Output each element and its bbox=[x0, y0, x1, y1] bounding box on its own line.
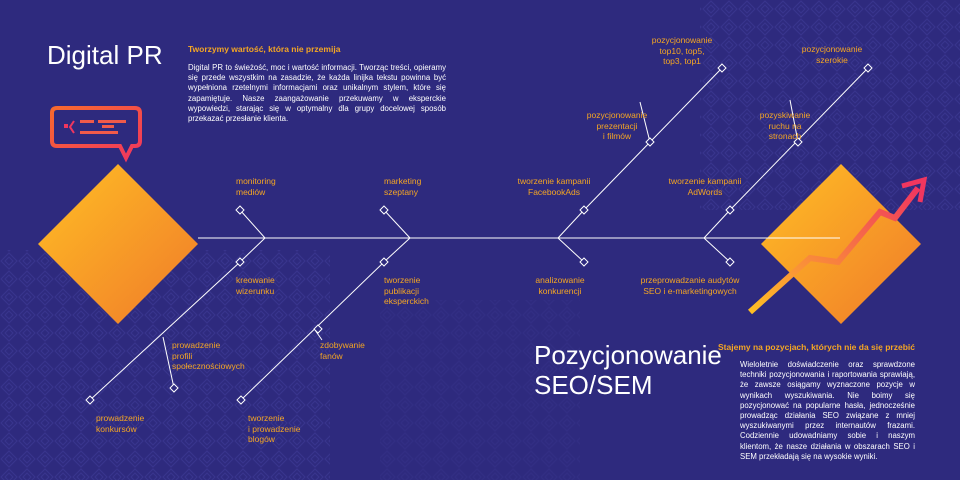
label-analiza-konkurencji: analizowanie konkurencji bbox=[535, 275, 585, 296]
label-konkursy: prowadzenie konkursów bbox=[96, 413, 145, 434]
label-kreowanie-wizerunku: kreowanie wizerunku bbox=[236, 275, 275, 296]
seo-heading: Stajemy na pozycjach, których nie da się przebić bbox=[718, 342, 915, 352]
chat-bubble-icon bbox=[52, 108, 140, 158]
digital-pr-title: Digital PR bbox=[47, 40, 163, 70]
label-pozycjonowanie-szerokie: pozycjonowanie szerokie bbox=[801, 44, 863, 65]
seo-title-line2: SEO/SEM bbox=[534, 370, 653, 400]
label-monitoring-mediow: monitoring mediów bbox=[236, 176, 276, 197]
branches-upper bbox=[240, 210, 730, 238]
label-marketing-szeptany: marketing szeptany bbox=[384, 176, 422, 197]
label-publikacje-eksperckie: tworzenie publikacji eksperckich bbox=[384, 275, 429, 306]
label-ruch-na-stronach: pozyskiwanie ruchu na stronach bbox=[759, 110, 811, 141]
seo-title-line1: Pozycjonowanie bbox=[534, 340, 722, 370]
label-prezentacje-filmy: pozycjonowanie prezentacji i filmów bbox=[586, 110, 648, 141]
label-facebook-ads: tworzenie kampanii FacebookAds bbox=[517, 176, 591, 197]
label-profile-spolecznosciowe: prowadzenie profili społecznościowych bbox=[172, 340, 245, 371]
label-adwords: tworzenie kampanii AdWords bbox=[668, 176, 742, 197]
label-audyty-seo: przeprowadzanie audytów SEO i e-marketingowych bbox=[640, 275, 740, 296]
label-blogi: tworzenie i prowadzenie blogów bbox=[248, 413, 301, 444]
label-zdobywanie-fanow: zdobywanie fanów bbox=[320, 340, 365, 361]
seo-body: Wieloletnie doświadczenie oraz sprawdzone techniki pozycjonowania i raportowania sprawiają, że zawsze osiągamy wyznaczone pozycje w wynikach wyszukiwania. Nie boimy się pozycjonować na popularne hasła, jednocześnie prowadząc działania SEO związane z mniej wyszukiwanymi przez internautów frazami. Codziennie udowadniamy sobie i naszym klientom, że nasze działania w obszarach SEO i SEM przekładają się na wysokie wyniki. bbox=[740, 360, 915, 461]
digital-pr-heading: Tworzymy wartość, która nie przemija bbox=[188, 44, 341, 54]
digital-pr-body: Digital PR to świeżość, moc i wartość informacji. Tworząc treści, opieramy się przede wszystkim na zasadzie, że każda linijka tekstu powinna być wypełniona rzetelnymi informacjami oraz unikalnym stylem, które się zapamiętuje. Nasze zaangażowanie przekuwamy w eksperckie wypowiedzi, starając się w optymalny dla grupy docelowej sposób przekazać przesłanie klienta. bbox=[188, 63, 446, 124]
label-top10: pozycjonowanie top10, top5, top3, top1 bbox=[651, 35, 713, 66]
